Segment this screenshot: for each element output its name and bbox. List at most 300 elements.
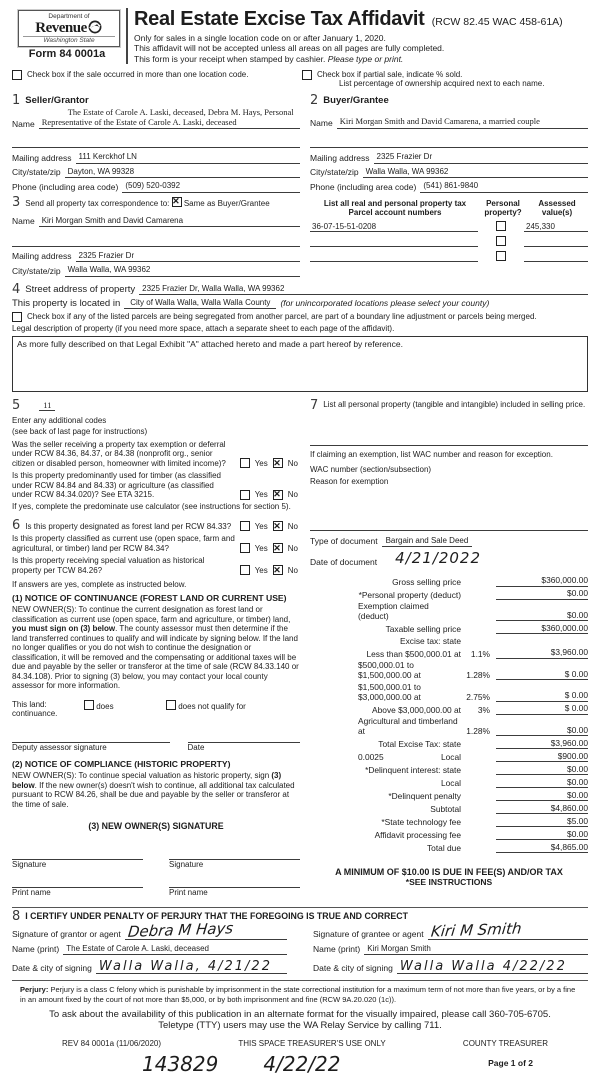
forest-yes-checkbox[interactable] [240,521,250,531]
section8-number: 8 [12,909,21,924]
parcel-table [310,197,588,277]
exemption-yes-checkbox[interactable] [240,458,250,468]
assessed-value-field[interactable] [524,261,588,262]
section-property [12,283,588,392]
fee-rate: 1.1% [470,648,490,659]
partial-sale-line1: Check box if partial sale, indicate % sold. [317,70,463,79]
legal-description-label: Legal description of property (if you need more space, attach a separate sheet to each page of the affidavit). [12,324,395,333]
fee-label-cell [310,649,490,659]
fee-label: $1,500,000.01 to $3,000,000.00 at [358,681,421,702]
parcel-head3a: Assessed [538,198,576,208]
parcel-head3b: value(s) [541,207,573,217]
no-label: No [287,521,298,531]
correspondence-name-label: Name [12,216,35,226]
fee-label: Taxable selling price [385,624,461,634]
yes-label: Yes [254,543,268,553]
buyer-phone-label: Phone (including area code) [310,181,417,192]
logo-dept-text: Department of [48,13,90,20]
fee-value-field[interactable]: $0.00 [496,829,588,841]
fee-value-field[interactable]: $0.00 [496,610,588,622]
grantor-sign-block [12,919,287,974]
buyer-mailing-field[interactable]: 2325 Frazier Dr [374,151,588,164]
grantor-datecity-label: Date & city of signing [12,963,92,973]
parcel-head1a: List all real and personal property tax [323,198,467,208]
assessed-value-field[interactable] [524,246,588,247]
owner-sig2-block [169,847,300,869]
title-block [134,6,588,64]
personal-property-cell [478,251,524,262]
stamp-date: 4/22/22 [263,1052,341,1076]
fee-label-cell [310,660,490,680]
street-address-label: Street address of property [25,284,136,295]
seller-extra-name-field[interactable] [12,138,300,149]
historic-question: Is this property receiving special valuation as historical property per TCW 84.26? [12,556,205,575]
fee-row [310,751,588,763]
timber-yes-checkbox[interactable] [240,490,250,500]
fee-row [310,660,588,680]
if-yes-note: If answers are yes, complete as instructed below. [12,580,187,589]
correspondence-text [25,197,269,208]
personal-property-checkbox[interactable] [496,221,506,231]
fee-label-cell [310,752,490,762]
header-divider [126,8,128,64]
correspondence-city-label: City/state/zip [12,265,61,276]
fee-label-cell [310,739,490,749]
seller-name-field[interactable] [39,107,300,129]
timber-answer [240,490,300,500]
continuance-body [12,605,300,691]
fee-row [310,764,588,776]
fee-value-field[interactable]: $0.00 [496,764,588,776]
header-line3 [134,54,588,65]
fee-value-field[interactable]: $4,860.00 [496,803,588,815]
correspondence-name-field[interactable]: Kiri Morgan Smith and David Camarena [39,215,300,228]
fee-row [310,829,588,841]
section6-number: 6 [12,518,21,533]
does-not-option [166,700,246,711]
fee-row [310,636,588,646]
section-codes [12,397,300,512]
yes-label: Yes [254,490,268,499]
section4-number: 4 [12,282,21,297]
dor-swoosh-icon [87,20,103,34]
fee-table [310,575,588,853]
owner-signature-label-2: Signature [169,860,204,869]
fee-row [310,803,588,815]
does-label: does [96,701,114,711]
stamp-area [12,1052,588,1076]
fee-value-field[interactable]: $ 0.00 [496,703,588,715]
buyer-extra-name-field[interactable] [310,138,588,149]
tty-note: Teletype (TTY) users may use the WA Relay Service by calling 711. [158,1020,442,1031]
assessor-date-label: Date [187,742,205,752]
section2-number: 2 [310,93,319,108]
fee-row [310,703,588,715]
grantee-printname-field[interactable]: Kiri Morgan Smith [364,943,588,956]
fee-label: $500,000.01 to $1,500,000.00 at [358,660,421,680]
fee-value-field[interactable]: $900.00 [496,751,588,763]
segregated-label: Check box if any of the listed parcels are being segregated from another parcel, are part of a boundary line adjustment or parcels being merged. [27,312,537,321]
correspondence-extra-field[interactable] [12,236,300,247]
does-option [84,700,166,711]
header-instructions [134,33,588,65]
fee-label-cell [310,682,490,702]
yes-label: Yes [254,458,268,468]
calculator-note: If yes, complete the predominate use calculator (see instructions for section 5). [12,501,291,511]
fee-label-cell [310,765,490,775]
yes-label: Yes [254,521,268,531]
section3-number: 3 [12,194,21,210]
street-address-field[interactable]: 2325 Frazier Dr, Walla Walla, WA 99362 [139,283,588,296]
section5-number: 5 [12,397,21,413]
grantor-signature-field[interactable] [125,919,287,941]
parcel-head2b: property? [484,207,522,217]
compliance-body2: . If the new owner(s) doesn't wish to continue, all additional tax calculated pursuant to RCW 84.26, shall be due and payable by the seller or transferor at the time of sale. [12,780,295,809]
owner-print-line-1[interactable] [12,875,143,888]
fee-row [310,647,588,659]
parcel-row [310,250,588,262]
fee-value-field[interactable]: $ 0.00 [496,669,588,681]
grantee-sign-block [313,919,588,974]
document-type-field[interactable]: Bargain and Sale Deed [382,535,473,547]
see-instructions-note: *SEE INSTRUCTIONS [405,877,493,887]
seller-mailing-field[interactable]: 111 Kerckhof LN [76,151,300,164]
fee-rate: 1.28% [466,670,490,680]
historic-yes-checkbox[interactable] [240,565,250,575]
fee-label-cell [310,601,490,621]
compliance-title: (2) NOTICE OF COMPLIANCE (HISTORIC PROPERTY) [12,758,231,769]
timber-question: Is this property predominantly used for timber (as classified under RCW 84.84 and 84.33) or agriculture (as classified under RCW 84.34.020)? See ETA 3215. [12,471,221,499]
fee-label: Subtotal [430,804,461,814]
fee-value-field[interactable]: $ 0.00 [496,690,588,702]
partial-sale-label [317,70,544,88]
personal-property-cell [478,221,524,232]
fee-row [310,790,588,802]
parcel-table-header [310,199,588,217]
owner-signature-label-1: Signature [12,860,47,869]
buyer-mailing-label: Mailing address [310,152,370,163]
compliance-bold: (3) below [12,771,282,790]
page-number: Page 1 of 2 [488,1058,533,1068]
does-not-checkbox[interactable] [166,700,176,710]
section-personal-property [310,397,588,413]
owner-print-label-1: Print name [12,888,51,897]
fee-prefix: 0.0025 [358,752,384,762]
fee-label-cell [310,830,490,840]
buyer-name-field[interactable]: Kiri Morgan Smith and David Camarena, a married couple [337,116,588,129]
document-date-field[interactable]: 4/21/2022 [395,549,482,567]
buyer-phone-field[interactable]: (541) 861-9840 [420,180,588,193]
currentuse-no-checkbox[interactable] [273,543,283,553]
compliance-body [12,771,300,809]
grantee-signature-label: Signature of grantee or agent [313,928,424,939]
fee-value-field[interactable]: $0.00 [496,777,588,789]
treasurer-space-label: THIS SPACE TREASURER'S USE ONLY [238,1039,386,1048]
section-landuse [12,520,300,897]
minimum-fee-note: A MINIMUM OF $10.00 IS DUE IN FEE(S) AND/OR TAX [335,867,563,877]
no-label: No [287,490,298,499]
fee-row [310,842,588,854]
continuance-bold: you must sign on (3) below [12,624,116,633]
grantor-signature-label: Signature of grantor or agent [12,928,121,939]
continuance-body1: NEW OWNER(S): To continue the current designation as forest land or classification as current use (open space, farm and agriculture, or timber) land, [12,605,291,624]
partial-sale-line2: List percentage of ownership acquired next to each name. [339,79,545,88]
grantor-printname-label: Name (print) [12,944,60,954]
owner-print-label-2: Print name [169,888,208,897]
seller-name-line2: Representative of the Estate of Carole A. Laski, deceased [41,117,237,127]
fee-label: Agricultural and timberland at [358,716,458,736]
same-as-buyer-checkbox[interactable] [172,197,182,207]
fee-label: *Delinquent penalty [388,791,461,801]
correspondence-city-field[interactable]: Walla Walla, WA 99362 [65,264,300,277]
exemption-no-checkbox[interactable] [273,458,283,468]
owner-print1-block [12,875,143,897]
deputy-signature-block [12,730,170,752]
exemption-claim-label: If claiming an exemption, list WAC number and reason for exception. [310,449,553,459]
exemption-answer [240,458,300,468]
fee-label: Total Excise Tax: state [378,739,461,749]
fee-value-field[interactable]: $0.00 [496,725,588,737]
fee-row [310,601,588,621]
seller-heading: Seller/Grantor [25,95,89,106]
fee-label: Above $3,000,000.00 at [372,704,461,715]
certify-statement: I CERTIFY UNDER PENALTY OF PERJURY THAT THE FOREGOING IS TRUE AND CORRECT [25,911,408,921]
multi-location-checkbox[interactable] [12,70,22,80]
stamp-number: 143829 [142,1052,219,1076]
perjury-bold: Perjury: [20,985,49,994]
fee-value-field[interactable]: $360,000.00 [496,623,588,635]
fee-label-cell [310,577,490,587]
owner-print-row [12,875,300,897]
partial-sale-checkbox[interactable] [302,70,312,80]
fee-value-field[interactable]: $3,960.00 [496,647,588,659]
owner-signature-line-2[interactable] [169,847,300,860]
section-buyer [310,95,588,193]
fee-row [310,623,588,635]
owner-sig1-block [12,847,143,869]
no-label: No [287,543,298,553]
divider [310,530,588,531]
alt-format-note: To ask about the availability of this publication in an alternate format for the visually impaired, please call 360-705-6705. [49,1009,551,1020]
fee-label-cell [310,843,490,853]
fee-row [310,777,588,789]
fee-rate: 2.75% [466,691,490,702]
no-label: No [287,565,298,575]
footer-row [12,1039,588,1048]
header-line3-italic: Please type or print. [327,53,404,64]
county-treasurer-label: COUNTY TREASURER [462,1039,548,1048]
additional-code-field[interactable]: 11 [39,400,55,411]
correspondence-mailing-label: Mailing address [12,251,72,261]
fee-row [310,588,588,600]
located-in-note: (for unincorporated locations please select your county) [280,298,490,308]
grantee-datecity-label: Date & city of signing [313,963,393,973]
fee-label: *Delinquent interest: state [365,765,461,775]
owner-print-line-2[interactable] [169,875,300,888]
fee-row [310,816,588,828]
fee-value-field[interactable]: $0.00 [496,790,588,802]
section1-number: 1 [12,93,21,108]
dor-logo [18,10,120,47]
fee-rate: 3% [477,704,490,715]
same-as-buyer-label: Same as Buyer/Grantee [183,198,270,208]
correspondence-mailing-field[interactable]: 2325 Frazier Dr [76,250,300,263]
fee-label-cell [310,791,490,801]
fee-value-field[interactable]: $5.00 [496,816,588,828]
grantor-printname-field[interactable]: The Estate of Carole A. Laski, deceased [63,943,287,956]
assessed-value-field[interactable]: 245,330 [524,222,588,232]
assessed-col-header [526,199,588,217]
wac-number-label[interactable]: WAC number (section/subsection) [310,465,432,474]
grantor-datecity-field[interactable] [96,958,287,975]
rev-number: REV 84 0001a (11/06/2020) [62,1039,162,1048]
fee-label: *Personal property (deduct) [358,589,461,600]
fee-row [310,575,588,587]
personal-property-checkbox[interactable] [496,251,506,261]
fee-label: Local [440,778,461,788]
fee-label: Less than $500,000.01 at [366,648,461,659]
owner-signature-row [12,847,300,869]
seller-phone-label: Phone (including area code) [12,181,119,192]
fee-value-field[interactable]: $0.00 [496,588,588,600]
parcel-row [310,220,588,232]
continuance-word: continuance. [12,708,58,718]
exemption-reason-label[interactable]: Reason for exemption [310,476,389,486]
form-header [12,6,588,64]
form-title: Real Estate Excise Tax Affidavit [134,8,425,30]
assessor-sign-row [12,730,300,752]
section-seller [12,95,300,193]
does-not-label: does not qualify for [178,701,246,711]
this-land-label: This land: continuance. [12,699,58,718]
grantee-datecity-field[interactable] [397,958,588,975]
personal-property-cell [478,236,524,247]
no-label: No [287,458,298,468]
legal-description-text: As more fully described on that Legal Exhibit "A" attached hereto and made a part hereof by reference. [17,338,403,349]
form-title-ref: (RCW 82.45 WAC 458-61A) [431,16,563,28]
fee-row [310,738,588,750]
deputy-signature-label: Deputy assessor signature [12,742,107,752]
fee-label-cell [310,804,490,814]
form-number: Form 84 0001a [28,48,106,60]
top-checkbox-row [12,70,588,88]
fee-label: Affidavit processing fee [374,830,461,840]
grantee-datecity-value: Walla Walla 4/22/22 [399,958,567,974]
grantee-printname-label: Name (print) [313,944,361,954]
parcel-rows [310,220,588,262]
logo-revenue-word: Revenue [35,20,87,36]
assessor-date-line[interactable] [188,730,301,743]
perjury-text: Perjury is a class C felony which is punishable by imprisonment in the state correctional institution for a maximum term of not more than five years, or by a fine in an amount fixed by the court of not more than $5,000, or by both imprisonment and fine (RCW 9A.20.020 (1c)). [20,985,576,1004]
personal-col-header [480,199,526,217]
additional-codes-label: Enter any additional codes [12,415,107,425]
fee-label-cell [310,624,490,634]
logo-revenue-text [23,20,115,35]
located-in-field[interactable]: City of Walla Walla, Walla Walla County [124,297,276,309]
section-certify [12,907,588,974]
fee-value-field[interactable]: $4,865.00 [496,842,588,854]
fee-label: Gross selling price [392,576,461,587]
currentuse-yes-checkbox[interactable] [240,543,250,553]
fee-label: Total due [427,843,461,853]
fee-row [310,716,588,736]
buyer-name-label: Name [310,117,333,128]
fee-label-cell [310,778,490,788]
segregated-checkbox[interactable] [12,312,22,322]
land-qualify-row [12,700,300,718]
parcel-head1b: Parcel account numbers [348,207,442,217]
compliance-body1: NEW OWNER(S): To continue special valuation as historic property, sign [12,771,272,780]
perjury-note [12,980,588,1004]
fee-label: Exemption claimed (deduct) [358,601,429,621]
fee-value-field[interactable]: $3,960.00 [496,738,588,750]
forest-land-question: Is this property designated as forest land per RCW 84.33? [25,521,232,531]
fee-label-cell [310,636,490,646]
fee-label: *State technology fee [381,817,461,827]
seller-phone-field[interactable]: (509) 520-0392 [122,180,300,193]
fee-value-field[interactable]: $360,000.00 [496,575,588,587]
divider [310,445,588,446]
fee-label-cell [310,705,490,715]
fee-rate: 1.28% [466,726,490,736]
fee-row [310,682,588,702]
grantee-signature: Kiri M Smith [429,919,523,941]
legal-description-box[interactable] [12,336,588,392]
fee-label-cell [310,817,490,827]
seller-city-field[interactable]: Dayton, WA 99328 [65,166,300,179]
buyer-heading: Buyer/Grantee [323,95,389,106]
seller-name-line1: The Estate of Carole A. Laski, deceased, Debra M. Hays, Personal [67,107,294,117]
fee-label-cell [310,590,490,600]
parcel-row [310,235,588,247]
seller-mailing-label: Mailing address [12,152,72,163]
located-in-label: This property is located in [12,298,121,309]
current-use-question: Is this property classified as current use (open space, farm and agricultural, or timber) land per RCW 84.34? [12,534,235,553]
owner-signature-line-1[interactable] [12,847,143,860]
exemption-question: Was the seller receiving a property tax exemption or deferral under RCW 84.36, 84.37, or 84.38 (nonprofit org., senior citizen or disabled person, homeowner with limited income)? [12,439,226,468]
header-line2: This affidavit will not be accepted unless all areas on all pages are fully completed. [134,43,445,53]
fee-label: Excise tax: state [400,635,461,646]
grantee-signature-field[interactable] [428,919,588,941]
personal-property-checkbox[interactable] [496,236,506,246]
personal-property-label: List all personal property (tangible and intangible) included in selling price. [323,399,586,409]
logo-state-text: Washington State [23,36,115,44]
grantor-signature: Debra M Hays [126,919,234,941]
grantor-datecity-value: Walla Walla, 4/21/22 [98,958,272,974]
assessor-date-block [188,730,301,752]
correspondence-label: Send all property tax correspondence to: [25,198,170,208]
parcel-number-field[interactable] [310,261,478,262]
does-checkbox[interactable] [84,700,94,710]
buyer-city-label: City/state/zip [310,167,359,177]
dor-logo-block [12,6,122,60]
forest-no-checkbox[interactable] [273,521,283,531]
fee-label-cell [310,716,490,736]
historic-no-checkbox[interactable] [273,565,283,575]
new-owner-signature-title: (3) NEW OWNER(S) SIGNATURE [88,821,224,831]
section-correspondence [12,194,300,277]
parcel-number-field[interactable]: 36-07-15-51-0208 [310,222,478,232]
deputy-signature-line[interactable] [12,730,170,743]
additional-codes-note: (see back of last page for instructions) [12,427,148,436]
yes-label: Yes [254,565,268,575]
header-line3-text: This form is your receipt when stamped by cashier. [134,53,328,64]
fee-label: Local [440,752,461,762]
timber-no-checkbox[interactable] [273,490,283,500]
buyer-city-field[interactable]: Walla Walla, WA 99362 [363,166,588,179]
parcel-number-field[interactable] [310,246,478,247]
document-date-label: Date of document [310,557,378,567]
